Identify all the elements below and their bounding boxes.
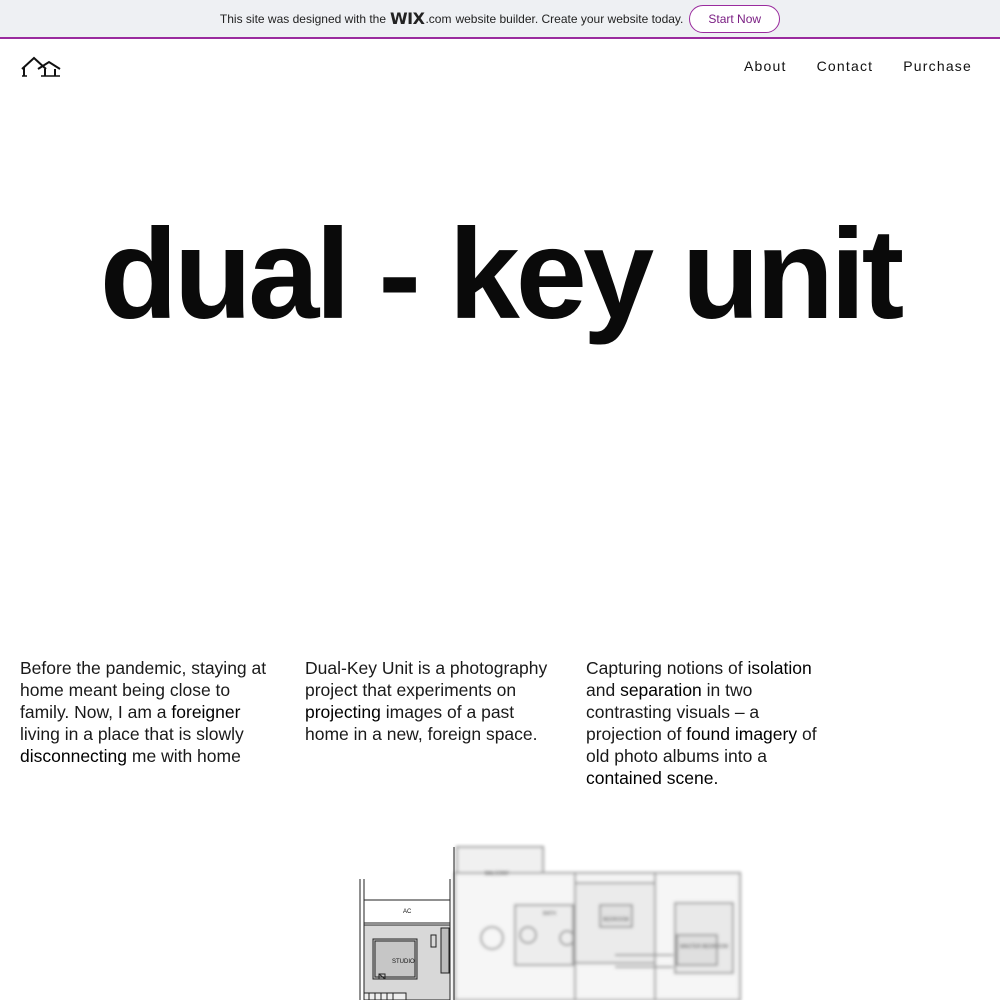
wix-banner — [0, 0, 1000, 39]
col2-text-1: Dual-Key Unit is a photography project that experiments on — [305, 658, 548, 700]
floorplan-label-balcony: BALCONY — [485, 871, 509, 877]
hero-title: dual - key unit — [99, 203, 901, 346]
intro-column-2 — [305, 657, 560, 745]
col1-text-3: me with home — [127, 746, 241, 766]
nav-about[interactable]: About — [744, 58, 787, 74]
col3-text-1: Capturing notions of — [586, 658, 748, 678]
col3-emphasis-contained-scene: contained scene. — [586, 768, 719, 788]
col3-emphasis-isolation: isolation — [747, 658, 812, 678]
intro-column-3 — [586, 657, 826, 789]
floorplan-label-bath: BATH — [543, 911, 556, 917]
col2-emphasis-projecting: projecting — [305, 702, 381, 722]
banner-prefix: This site was designed with the — [219, 11, 387, 26]
banner-domain: .com — [425, 11, 452, 26]
floorplan-label-master-bedroom: MASTER BEDROOM — [680, 944, 729, 950]
col1-text-2: living in a place that is slowly — [20, 724, 244, 744]
banner-message: website builder. Create your website today. — [455, 11, 684, 26]
site-logo[interactable] — [21, 55, 61, 79]
col3-text-4: of old photo albums into a — [586, 724, 817, 766]
floorplan-label-studio: STUDIO — [392, 959, 415, 965]
col3-text-2: and — [586, 680, 621, 700]
col1-text-1: Before the pandemic, staying at home meant being close to family. Now, I am a — [20, 658, 267, 722]
col2-text-2: images of a past home in a new, foreign space. — [305, 702, 538, 744]
col1-emphasis-disconnecting: disconnecting — [20, 746, 128, 766]
nav-contact[interactable]: Contact — [816, 58, 874, 74]
col3-emphasis-found-imagery: found imagery — [686, 724, 798, 744]
floorplan-label-ac: AC — [403, 909, 412, 915]
col3-emphasis-separation: separation — [620, 680, 702, 700]
main-nav — [744, 58, 972, 74]
wix-logo[interactable]: WIX — [390, 9, 425, 28]
house-outline-icon — [21, 55, 61, 79]
col3-text-3: in two contrasting visuals – a projection of — [586, 680, 760, 744]
intro-column-1 — [20, 657, 280, 767]
col1-emphasis-foreigner: foreigner — [171, 702, 241, 722]
start-now-button[interactable]: Start Now — [689, 5, 780, 33]
floor-plan-image — [355, 843, 745, 1000]
nav-purchase[interactable]: Purchase — [903, 58, 972, 74]
floorplan-label-bedroom: BEDROOM — [603, 917, 629, 923]
